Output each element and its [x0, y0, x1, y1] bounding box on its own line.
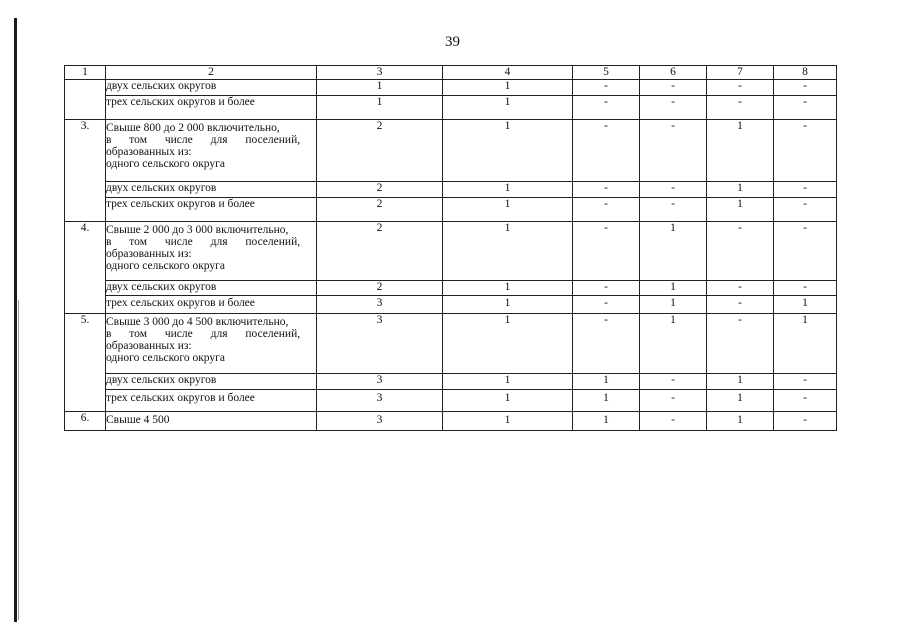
- column-header: 2: [106, 66, 317, 80]
- row-number-cell: [65, 80, 106, 120]
- table-cell: 1: [707, 182, 774, 198]
- table-row: [65, 182, 837, 198]
- table-cell: 1: [707, 198, 774, 222]
- table-cell: 2: [317, 198, 443, 222]
- table-cell: -: [707, 222, 774, 281]
- allocation-table: [64, 65, 837, 431]
- table-cell: 1: [443, 296, 573, 314]
- table-cell: -: [640, 412, 707, 431]
- row-label: трех сельских округов и более: [106, 390, 317, 412]
- table-cell: -: [707, 96, 774, 120]
- table-cell: 1: [707, 412, 774, 431]
- table-row: [65, 314, 837, 374]
- table-cell: 1: [443, 182, 573, 198]
- row-label: трех сельских округов и более: [106, 296, 317, 314]
- table-cell: 1: [774, 296, 837, 314]
- table-cell: -: [573, 96, 640, 120]
- table-cell: -: [640, 182, 707, 198]
- table-cell: 2: [317, 120, 443, 182]
- row-number-cell: 3.: [65, 120, 106, 222]
- page-number: 39: [445, 34, 460, 50]
- table-cell: -: [774, 412, 837, 431]
- table-cell: -: [774, 390, 837, 412]
- table-cell: -: [573, 281, 640, 296]
- group-subtitle: в том числе для поселений,: [106, 236, 301, 248]
- table-cell: -: [573, 182, 640, 198]
- row-label: двух сельских округов: [106, 281, 317, 296]
- table-cell: -: [573, 296, 640, 314]
- table-cell: 1: [640, 296, 707, 314]
- table-cell: -: [774, 222, 837, 281]
- table-cell: -: [573, 222, 640, 281]
- group-subtitle: в том числе для поселений,: [106, 134, 301, 146]
- table-cell: -: [774, 96, 837, 120]
- row-label: трех сельских округов и более: [106, 198, 317, 222]
- table-cell: 1: [707, 390, 774, 412]
- scan-edge-line-secondary: [18, 300, 19, 620]
- table-cell: -: [707, 80, 774, 96]
- table-cell: -: [774, 80, 837, 96]
- table-cell: 1: [443, 198, 573, 222]
- table-row: [65, 96, 837, 120]
- row-label: одного сельского округа: [106, 352, 225, 364]
- column-header: 1: [65, 66, 106, 80]
- row-number-cell: 4.: [65, 222, 106, 314]
- table-cell: -: [774, 198, 837, 222]
- row-label: двух сельских округов: [106, 374, 317, 390]
- table-cell: 1: [640, 281, 707, 296]
- table-row: [65, 281, 837, 296]
- table-cell: 1: [443, 96, 573, 120]
- table-cell: 2: [317, 222, 443, 281]
- column-header: 8: [774, 66, 837, 80]
- table-cell: -: [640, 120, 707, 182]
- table-cell: 1: [443, 120, 573, 182]
- table-cell: -: [640, 80, 707, 96]
- table-row: [65, 296, 837, 314]
- table-cell: 1: [640, 222, 707, 281]
- group-subtitle: в том числе для поселений,: [106, 328, 301, 340]
- table-cell: -: [774, 281, 837, 296]
- row-label: трех сельских округов и более: [106, 96, 317, 120]
- table-cell: 1: [317, 96, 443, 120]
- table-cell: -: [640, 96, 707, 120]
- table-cell: -: [573, 198, 640, 222]
- column-header: 6: [640, 66, 707, 80]
- table-cell: 3: [317, 296, 443, 314]
- table-cell: 1: [573, 374, 640, 390]
- table-cell: -: [774, 374, 837, 390]
- table-cell: 3: [317, 412, 443, 431]
- table-cell: 1: [774, 314, 837, 374]
- table-cell: 1: [443, 314, 573, 374]
- table-row: [65, 412, 837, 431]
- table-cell: 1: [573, 412, 640, 431]
- table-cell: -: [774, 120, 837, 182]
- table-cell: 1: [443, 412, 573, 431]
- row-label: одного сельского округа: [106, 158, 225, 170]
- table-row: [65, 374, 837, 390]
- table-cell: -: [640, 390, 707, 412]
- table-cell: 1: [443, 374, 573, 390]
- table-cell: 1: [573, 390, 640, 412]
- group-subtitle-continued: образованных из:: [106, 146, 192, 158]
- table-row: [65, 120, 837, 182]
- table-cell: -: [573, 120, 640, 182]
- row-label: двух сельских округов: [106, 80, 317, 96]
- table-cell: 1: [443, 80, 573, 96]
- table-cell: -: [640, 198, 707, 222]
- table-cell: 1: [443, 281, 573, 296]
- group-subtitle-continued: образованных из:: [106, 248, 192, 260]
- table-header-row: [65, 66, 837, 80]
- table-row: [65, 80, 837, 96]
- table-row: [65, 390, 837, 412]
- scan-edge-line: [14, 18, 17, 622]
- table-cell: 1: [443, 390, 573, 412]
- column-header: 5: [573, 66, 640, 80]
- row-label: Свыше 4 500: [106, 412, 317, 431]
- table-cell: 1: [317, 80, 443, 96]
- table-cell: -: [573, 314, 640, 374]
- table-cell: 1: [707, 120, 774, 182]
- table-cell: 3: [317, 314, 443, 374]
- table-row: [65, 198, 837, 222]
- group-title: Свыше 3 000 до 4 500 включительно,: [106, 316, 289, 328]
- column-header: 3: [317, 66, 443, 80]
- table-cell: 3: [317, 390, 443, 412]
- row-number-cell: 6.: [65, 412, 106, 431]
- table-cell: -: [573, 80, 640, 96]
- column-header: 7: [707, 66, 774, 80]
- row-label: одного сельского округа: [106, 260, 225, 272]
- row-label: двух сельских округов: [106, 182, 317, 198]
- group-description: [106, 120, 317, 182]
- table-cell: -: [774, 182, 837, 198]
- table-cell: -: [707, 281, 774, 296]
- column-header: 4: [443, 66, 573, 80]
- table-cell: 1: [443, 222, 573, 281]
- row-number-cell: 5.: [65, 314, 106, 412]
- group-description: [106, 314, 317, 374]
- table-row: [65, 222, 837, 281]
- table-cell: -: [707, 314, 774, 374]
- table-cell: -: [707, 296, 774, 314]
- table-cell: 3: [317, 374, 443, 390]
- group-subtitle-continued: образованных из:: [106, 340, 192, 352]
- table-cell: -: [640, 374, 707, 390]
- group-title: Свыше 800 до 2 000 включительно,: [106, 122, 280, 134]
- table-cell: 2: [317, 182, 443, 198]
- table-cell: 1: [707, 374, 774, 390]
- group-description: [106, 222, 317, 281]
- table-cell: 2: [317, 281, 443, 296]
- group-title: Свыше 2 000 до 3 000 включительно,: [106, 224, 289, 236]
- table-cell: 1: [640, 314, 707, 374]
